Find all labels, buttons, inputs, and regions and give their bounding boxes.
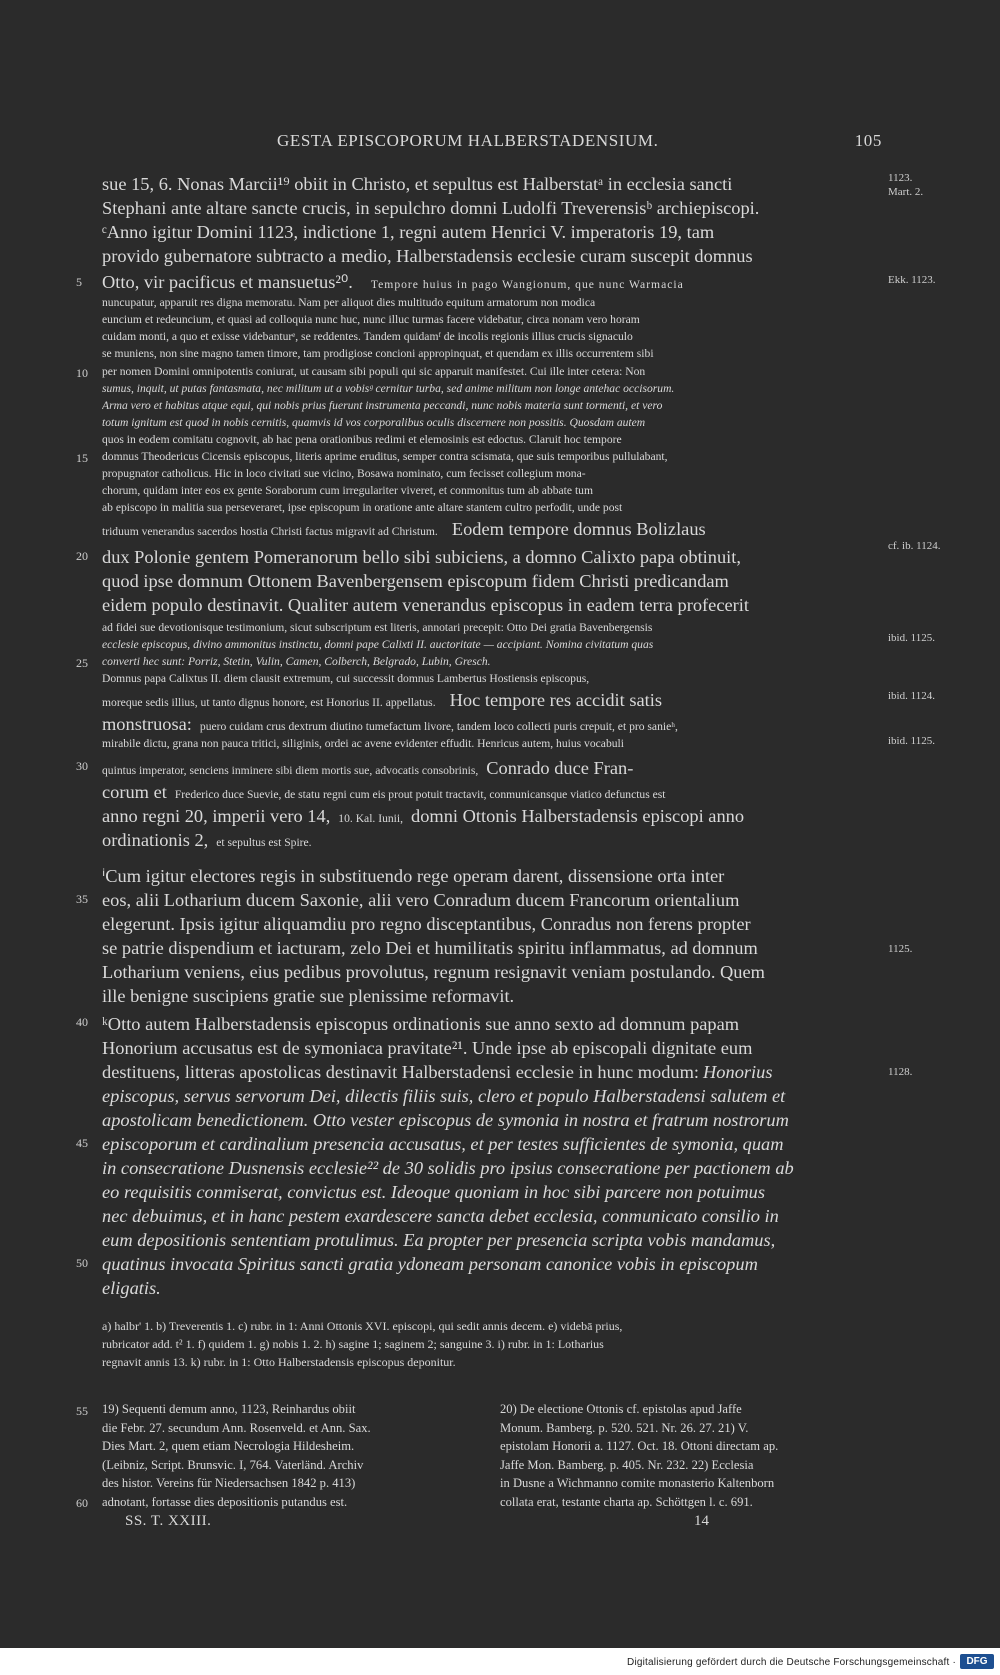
text-segment: moreque sedis illius, ut tanto dignus honore, est Honorius II. appellatus. (102, 696, 436, 709)
note-line: 20) De electione Ottonis cf. epistolas apud Jaffe (500, 1402, 742, 1416)
line-number: 45 (76, 1136, 88, 1150)
text-line: chorum, quidam inter eos ex gente Soraborum cum irregulariter viveret, et conmonitus tum ab abbate tum (102, 484, 593, 497)
text-segment: Otto, vir pacificus et mansuetus²⁰. (102, 272, 353, 292)
text-line: eos, alii Lotharium ducem Saxonie, alii vero Conradum ducem Francorum orientalium (102, 890, 740, 910)
note-line: adnotant, fortasse dies depositionis putandus est. (102, 1494, 348, 1509)
text-line: Lotharium veniens, eius pedibus provolutus, regnum resignavit veniam postulando. Quem (102, 962, 765, 982)
line-number: 30 (76, 759, 88, 773)
margin-note: ibid. 1125. (888, 735, 935, 747)
text-line: quos in eodem comitatu cognovit, ab hac pena orationibus redimi et elemosinis est edoctus. Claruit hoc tempore (102, 433, 622, 446)
apparatus-line: rubricator add. t² 1. f) quidem 1. g) nobis 1. 2. h) sagine 1; saginem 2; sanguine 3. i) rubr. in 1: Lotharius (102, 1337, 604, 1351)
line-number: 35 (76, 892, 88, 906)
note-line: in Dusne a Wichmanno comite monasterio Kaltenborn (500, 1476, 775, 1491)
note-line: collata erat, testante charta ap. Schöttgen l. c. 691. (500, 1494, 753, 1509)
text-segment: Eodem tempore domnus Bolizlaus (451, 519, 706, 539)
text-line (102, 1060, 882, 1084)
text-line: elegerunt. Ipsis igitur aliquamdiu pro regno disceptantibus, Conradus non ferens propter (102, 914, 751, 934)
text-segment: 10. Kal. Iunii, (338, 812, 404, 825)
text-line (102, 828, 882, 852)
text-segment: ordinationis 2, (102, 830, 209, 850)
line-number: 55 (76, 1404, 88, 1418)
text-line: sumus, inquit, ut putas fantasmata, nec militum ut a vobisᵍ cernitur turba, sed anime militum non longe antehac occisorum. (102, 382, 675, 395)
margin-note: Ekk. 1123. (888, 274, 936, 286)
note-line: die Febr. 27. secundum Ann. Rosenveld. et Ann. Sax. (102, 1420, 371, 1435)
text-line: sue 15, 6. Nonas Marcii¹⁹ obiit in Christo, et sepultus est Halberstatᵃ in ecclesia sancti (102, 174, 733, 194)
notes-right-column (500, 1400, 882, 1512)
text-line (102, 270, 882, 294)
margin-note: ibid. 1125. (888, 632, 935, 644)
text-segment: destituens, litteras apostolicas destinavit Halberstadensi ecclesie in hunc modum: (102, 1062, 700, 1082)
text-line: ille benigne suscipiens gratie sue plenissime reformavit. (102, 986, 515, 1006)
text-line (102, 780, 882, 804)
text-line (102, 804, 882, 828)
text-line: quod ipse domnum Ottonem Bavenbergensem episcopum fidem Christi predicandam (102, 571, 729, 591)
text-segment: Frederico duce Suevie, de statu regni cum eis prout potuit tractavit, conmunicansque viatico defunctus est (174, 788, 666, 801)
page-number: 105 (854, 131, 882, 150)
text-line: propugnator catholicus. Hic in loco civitati sue vicino, Bosawa nominato, cum fecisset collegium mona- (102, 467, 586, 480)
dfg-logo: DFG (960, 1654, 994, 1669)
text-line: dux Polonie gentem Pomeranorum bello sibi subiciens, a domno Calixto papa obtinuit, (102, 547, 741, 567)
funding-credit: Digitalisierung gefördert durch die Deutsche Forschungsgemeinschaft · (627, 1657, 956, 1668)
line-number: 25 (76, 656, 88, 670)
text-line (102, 688, 882, 712)
text-segment: Hoc tempore res accidit satis (449, 690, 663, 710)
text-line: eum depositionis sententiam protulimus. Ea propter per presencia scripta vobis mandamus, (102, 1230, 776, 1250)
page-title: GESTA EPISCOPORUM HALBERSTADENSIUM. (277, 131, 659, 150)
text-line: ab episcopo in malitia sua perseveraret, ipse episcopum in oratione ante altare stantem cultro perfodit, unde post (102, 501, 623, 514)
text-line: ecclesie episcopus, divino ammonitus instinctu, domni pape Calixti II. auctoritate — accipiant. Nomina civitatum quas (102, 638, 654, 651)
margin-note: 1125. (888, 943, 913, 955)
sheet-number: 14 (694, 1513, 709, 1529)
text-line: provido gubernatore subtracto a medio, Halberstadensis ecclesie curam suscepit domnus (102, 246, 753, 266)
text-line: domnus Theodericus Cicensis episcopus, literis aprime eruditus, semper contra scismata, que suis temporibus pullulabant, (102, 450, 668, 463)
line-number: 15 (76, 451, 88, 465)
line-number: 40 (76, 1015, 88, 1029)
text-line: episcoporum et cardinalium presencia accusatus, et per testes sufficientes de symonia, quam (102, 1134, 784, 1154)
text-segment: anno regni 20, imperii vero 14, (102, 806, 331, 826)
text-line: cuidam monti, a quo et exisse videbanturᵉ, se reddentes. Tandem quidamᶠ de incolis regionis illius crucis signaculo (102, 330, 633, 343)
notes-left-column (102, 1400, 488, 1512)
text-line (102, 712, 882, 736)
text-line: quatinus invocata Spiritus sancti gratia ydoneam personam canonice vobis in episcopum (102, 1254, 758, 1274)
text-line: converti hec sunt: Porriz, Stetin, Vulin, Camen, Colberch, Belgrado, Lubin, Gresch. (102, 655, 491, 668)
margin-note: Mart. 2. (888, 186, 924, 198)
text-line: eo requisitis conmiserat, convictus est. Ideoque quoniam in hoc sibi parcere non potuimus (102, 1182, 765, 1202)
text-segment: puero cuidam crus dextrum diutino tumefactum livore, tandem loco collecti puris crepuit, et pro sanieʰ, (199, 720, 678, 733)
text-segment: Conrado duce Fran- (486, 758, 634, 778)
note-line: Dies Mart. 2, quem etiam Necrologia Hildesheim. (102, 1439, 355, 1454)
text-segment: triduum venerandus sacerdos hostia Christi factus migravit ad Christum. (102, 525, 438, 538)
text-line: Arma vero et habitus atque equi, qui nobis prius fuerunt instrumenta peccandi, nunc nobis materia sunt tormenti, et vero (102, 399, 663, 412)
text-segment: domni Ottonis Halberstadensis episcopi anno (411, 806, 745, 826)
apparatus-line: regnavit annis 13. k) rubr. in 1: Otto Halberstadensis episcopus deponitur. (102, 1355, 456, 1369)
text-line: nuncupatur, apparuit res digna memoratu. Nam per aliquot dies multitudo equitum armatorum non modica (102, 296, 596, 309)
note-line: Monum. Bamberg. p. 520. 521. Nr. 26. 27. 21) V. (500, 1420, 749, 1435)
note-line: 19) Sequenti demum anno, 1123, Reinhardus obiit (102, 1402, 356, 1416)
apparatus-line: a) halbr' 1. b) Treverentis 1. c) rubr. in 1: Anni Ottonis XVI. episcopi, qui sedit annis decem. e) videbā prius, (102, 1319, 623, 1333)
text-line: ᶜAnno igitur Domini 1123, indictione 1, regni autem Henrici V. imperatoris 19, tam (102, 222, 715, 242)
text-line (102, 756, 882, 780)
text-line: nec debuimus, et in hanc pestem exardescere sancta debet ecclesia, conmunicato consilio in (102, 1206, 779, 1226)
note-line: Jaffe Mon. Bamberg. p. 405. Nr. 232. 22) Ecclesia (500, 1457, 754, 1472)
text-line (102, 517, 882, 541)
margin-note: 1123. (888, 172, 913, 184)
text-line: se muniens, non sine magno tamen timore, tam prodigiose concioni appropinquat, et quendam ex illis occurrentem sibi (102, 347, 654, 360)
margin-note: ibid. 1124. (888, 690, 935, 702)
running-head (102, 131, 882, 155)
line-number: 50 (76, 1256, 88, 1270)
text-line: Stephani ante altare sancte crucis, in sepulchro domni Ludolfi Treverensisᵇ archiepiscopi. (102, 198, 760, 218)
text-segment: et sepultus est Spire. (216, 836, 312, 849)
line-number: 10 (76, 366, 88, 380)
text-line: ⁱCum igitur electores regis in substituendo rege operam darent, dissensione orta inter (102, 866, 725, 886)
margin-note: cf. ib. 1124. (888, 540, 941, 552)
margin-note: 1128. (888, 1066, 913, 1078)
line-number: 20 (76, 549, 88, 563)
text-line: eidem populo destinavit. Qualiter autem venerandus episcopus in eadem terra profecerit (102, 595, 750, 615)
text-segment: monstruosa: (102, 714, 192, 734)
text-segment: Honorius (703, 1062, 773, 1082)
text-line: eligatis. (102, 1278, 161, 1298)
text-line: per nomen Domini omnipotentis coniurat, ut causam sibi populi qui sic apparuit manifestet. Cui ille inter cetera: Non (102, 365, 646, 378)
note-line: des histor. Vereins für Niedersachsen 1842 p. 413) (102, 1476, 356, 1491)
text-line: ᵏOtto autem Halberstadensis episcopus ordinationis sue anno sexto ad domnum papam (102, 1014, 740, 1034)
text-line: euncium et redeuncium, et quasi ad colloquia nunc huc, nunc illuc turmas facere videbatur, circa nonam vero horam (102, 313, 640, 326)
text-line: in consecratione Dusnensis ecclesie²² de 30 solidis pro ipsius consecratione per pactionem ab (102, 1158, 794, 1178)
digitization-footer (0, 1648, 1000, 1675)
text-line: apostolicam benedictionem. Otto vester episcopus de symonia in nostra et fratrum nostrorum (102, 1110, 789, 1130)
text-line: mirabile dictu, grana non pauca tritici, siliginis, ordei ac avene evidenter effudit. Henricus autem, huius vocabuli (102, 737, 624, 750)
text-line: Domnus papa Calixtus II. diem clausit extremum, cui successit domnus Lambertus Hostiensis episcopus, (102, 672, 590, 685)
text-segment: corum et (102, 782, 167, 802)
text-line: totum ignitum est quod in nobis cernitis, quamvis id vos corporalibus oculis discernere non possitis. Quosdam autem (102, 416, 646, 429)
text-line: Honorium accusatus est de symoniaca pravitate²¹. Unde ipse ab episcopali dignitate eum (102, 1038, 753, 1058)
note-line: epistolam Honorii a. 1127. Oct. 18. Ottoni directam ap. (500, 1439, 779, 1454)
line-number: 60 (76, 1496, 88, 1510)
line-number: 5 (76, 275, 82, 289)
text-segment: quintus imperator, senciens inminere sibi diem mortis sue, advocatis consobrinis, (102, 764, 479, 777)
text-line: se patrie dispendium et iacturam, zelo Dei et humilitatis spiritu inflammatus, ad domnum (102, 938, 758, 958)
text-line: episcopus, servus servorum Dei, dilectis filiis suis, clero et populo Halberstadensi salutem et (102, 1086, 786, 1106)
note-line: (Leibniz, Script. Brunsvic. I, 764. Vaterländ. Archiv (102, 1457, 364, 1472)
signature-mark: SS. T. XXIII. (125, 1513, 212, 1529)
text-segment: Tempore huius in pago Wangionum, que nunc Warmacia (370, 278, 684, 291)
text-line: ad fidei sue devotionisque testimonium, sicut subscriptum est literis, annotari precepit: Otto Dei gratia Bavenbergensis (102, 621, 653, 634)
